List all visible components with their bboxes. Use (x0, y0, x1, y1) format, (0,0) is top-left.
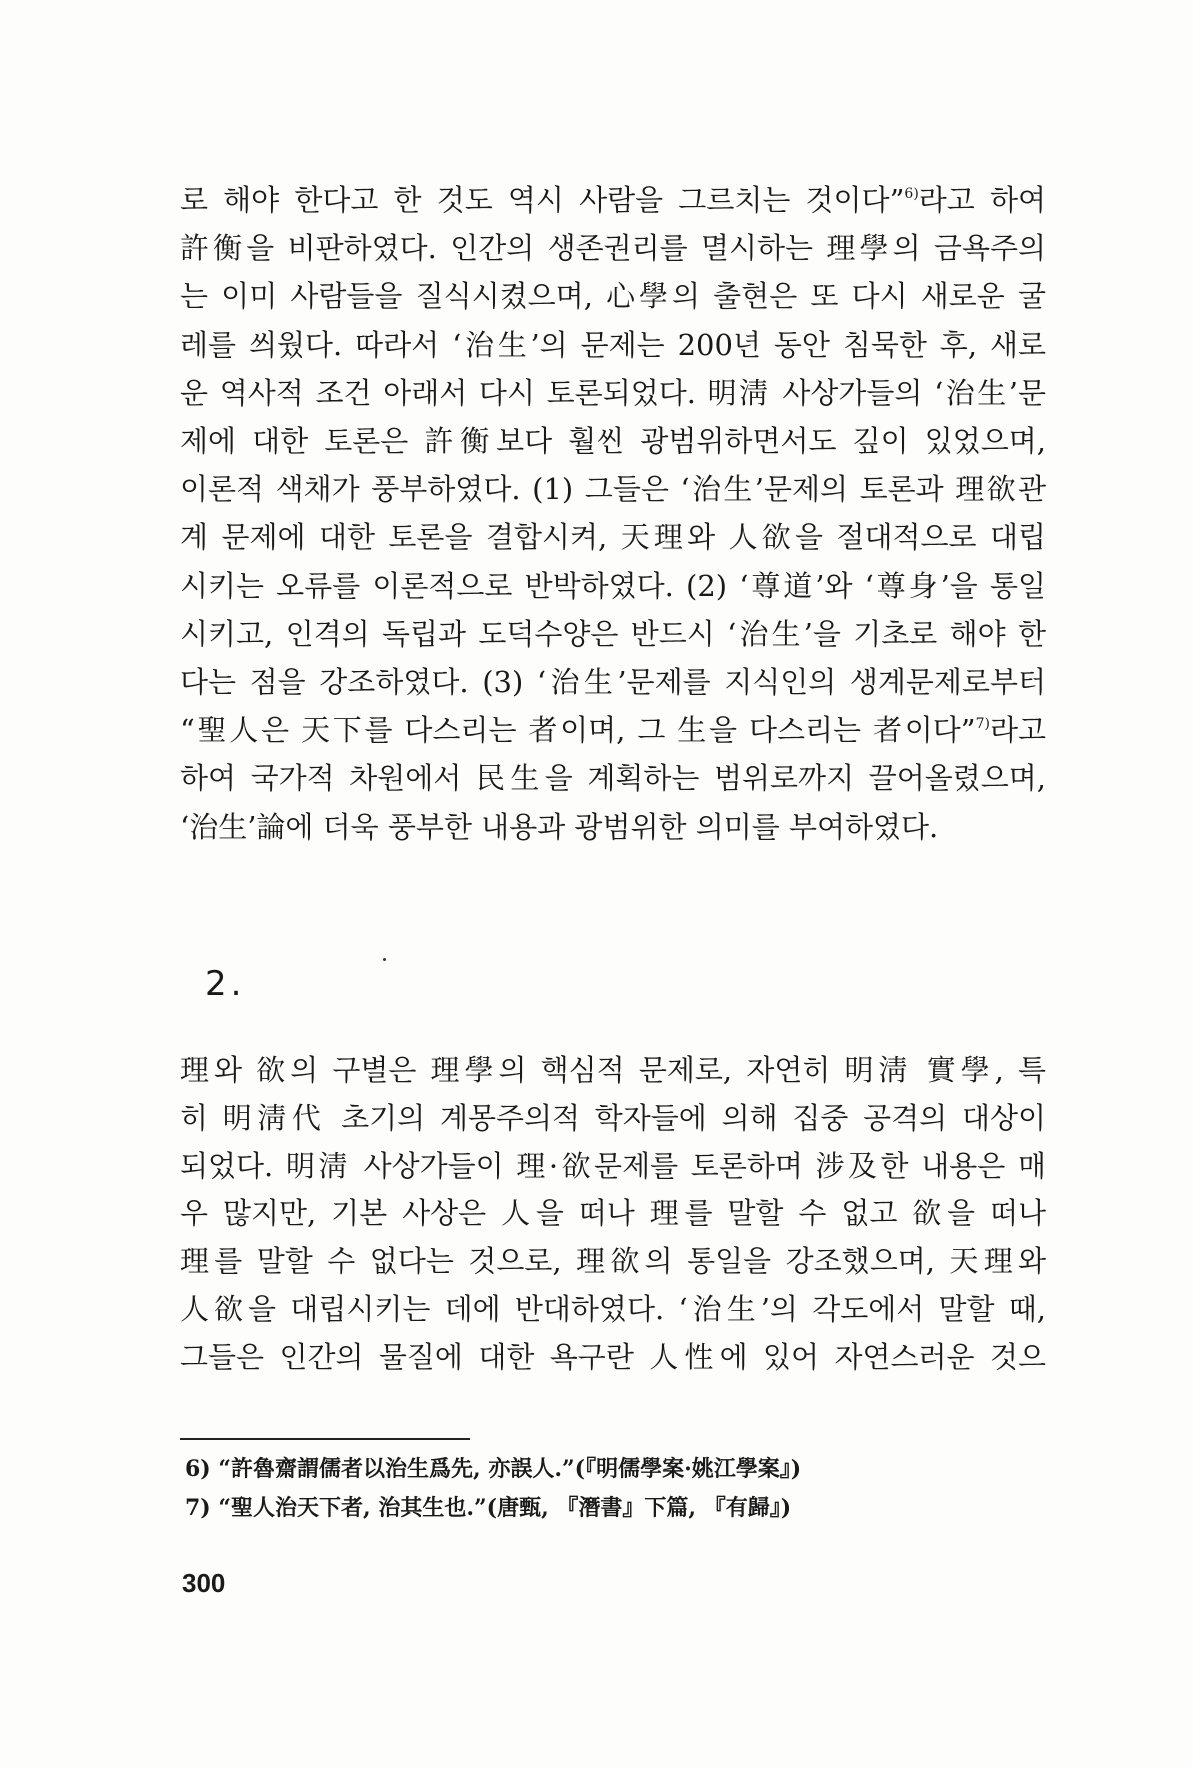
text-line: ‘治生’論에 더욱 풍부한 내용과 광범위한 의미를 부여하였다. (180, 809, 939, 844)
text-line: 제에 대한 토론은 許衡보다 훨씬 광범위하면서도 깊이 있었으며, (180, 424, 1046, 458)
text-line: 許衡을 비판하였다. 인간의 생존권리를 멸시하는 理學의 금욕주의 (180, 231, 1046, 266)
text-line: 하여 국가적 차원에서 民生을 계획하는 범위로까지 끌어올렸으며, (180, 761, 1046, 796)
text-line: 그들은 인간의 물질에 대한 욕구란 人性에 있어 자연스러운 것으 (180, 1339, 1046, 1374)
text-line: “聖人은 天下를 다스리는 者이며, 그 生을 다스리는 者이다”$^{7)}$라고 (180, 713, 1046, 748)
text-line: 理를 말할 수 없다는 것으로, 理欲의 통일을 강조했으며, 天理와 (180, 1244, 1046, 1279)
text-line: 이론적 색채가 풍부하였다. (1) 그들은 ‘治生’문제의 토론과 理欲관 (180, 472, 1046, 507)
section-number: 2. (205, 964, 246, 1004)
stray-mark (383, 958, 386, 961)
text-line: 운 역사적 조건 아래서 다시 토론되었다. 明淸 사상가들의 ‘治生’문 (180, 375, 1046, 410)
footnote-reference: 6) (904, 186, 919, 202)
text-line: 우 많지만, 기본 사상은 人을 떠나 理를 말할 수 없고 欲을 떠나 (180, 1196, 1046, 1231)
text-line: 人欲을 대립시키는 데에 반대하였다. ‘治生’의 각도에서 말할 때, (180, 1292, 1046, 1326)
text-line: 계 문제에 대한 토론을 결합시켜, 天理와 人欲을 절대적으로 대립 (180, 520, 1046, 555)
text-line: 레를 씌웠다. 따라서 ‘治生’의 문제는 200년 동안 침묵한 후, 새로 (180, 327, 1046, 362)
footnote-divider (180, 1438, 470, 1440)
footnote-6: 6) “許魯齋謂儒者以治生爲先, 亦誤人.”(『明儒學案·姚江學案』) (185, 1456, 802, 1482)
footnote-reference: 7) (975, 716, 990, 733)
footnote-7: 7) “聖人治天下者, 治其生也.”(唐甄, 『潛書』下篇, 『有歸』) (185, 1495, 792, 1521)
page-number: 300 (182, 1568, 226, 1598)
text-line: 되었다. 明淸 사상가들이 理·欲문제를 토론하며 涉及한 내용은 매 (180, 1148, 1046, 1183)
text-line: 는 이미 사람들을 질식시켰으며, 心學의 출현은 또 다시 새로운 굴 (180, 279, 1046, 314)
text-line: 로 해야 한다고 한 것도 역시 사람을 그르치는 것이다”$^{6)}$라고 하여 (180, 183, 1046, 217)
text-line: 理와 欲의 구별은 理學의 핵심적 문제로, 자연히 明淸 實學, 특 (180, 1053, 1046, 1087)
text-line: 히 明淸代 초기의 계몽주의적 학자들에 의해 집중 공격의 대상이 (180, 1100, 1046, 1135)
text-line: 시키고, 인격의 독립과 도덕수양은 반드시 ‘治生’을 기초로 해야 한 (180, 616, 1046, 651)
text-line: 다는 점을 강조하였다. (3) ‘治生’문제를 지식인의 생계문제로부터 (180, 665, 1046, 699)
text-line: 시키는 오류를 이론적으로 반박하였다. (2) ‘尊道’와 ‘尊身’을 통일 (180, 568, 1046, 603)
